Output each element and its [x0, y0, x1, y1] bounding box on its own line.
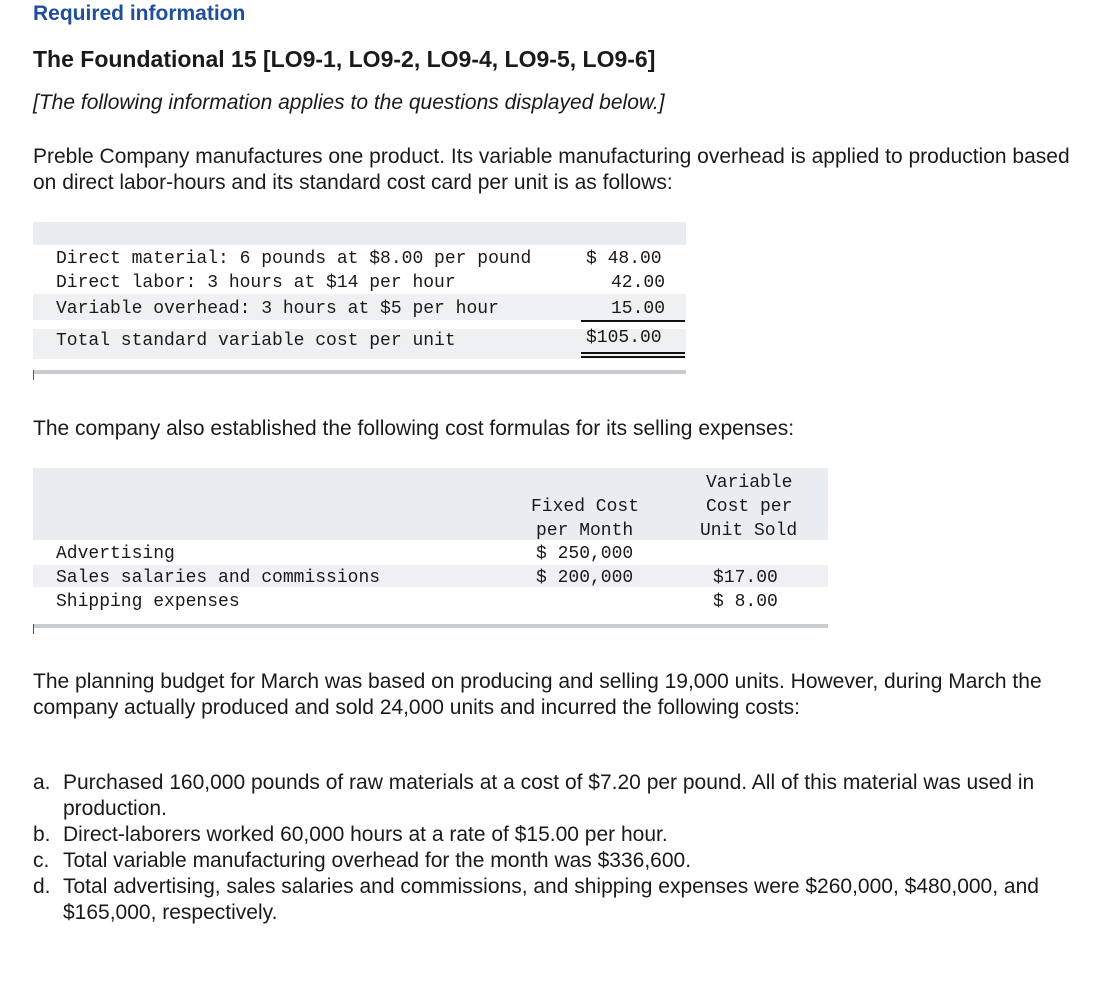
standard-cost-card-table: [33, 222, 686, 380]
total-double-rule-bottom: [581, 356, 685, 358]
table-row-fixed: $ 200,000: [536, 568, 634, 588]
selling-intro-paragraph: The company also established the following cost formulas for its selling expenses:: [33, 417, 795, 440]
list-marker: c.: [33, 849, 50, 872]
table-row-fixed: $ 250,000: [536, 544, 634, 564]
table-row-variable: $17.00: [713, 568, 778, 588]
list-item: [33, 770, 1093, 822]
table-row-label: Direct material: 6 pounds at $8.00 per pound: [56, 249, 532, 269]
list-marker: d.: [33, 875, 51, 898]
budget-paragraph: The planning budget for March was based on producing and selling 19,000 units. However, during March the company actually produced and sold 24,000 units and incurred the following costs:: [33, 670, 1042, 719]
list-item-text: Direct-laborers worked 60,000 hours at a rate of $15.00 per hour.: [63, 823, 668, 846]
variable-cost-header-line3: Unit Sold: [700, 521, 798, 541]
list-item-text: Purchased 160,000 pounds of raw materials at a cost of $7.20 per pound. All of this material was used in production.: [63, 771, 1035, 820]
list-item: [33, 874, 1093, 926]
intro-paragraph: Preble Company manufactures one product. Its variable manufacturing overhead is applied to production based on direct labor-hours and its standard cost card per unit is as follows:: [33, 145, 1070, 194]
variable-cost-header-line1: Variable: [706, 473, 793, 493]
table-row-value: $ 48.00: [586, 249, 662, 269]
table-corner-tick: [33, 370, 34, 380]
list-item: [33, 848, 1093, 874]
required-information-heading: Required information: [33, 2, 246, 25]
table-corner-tick: [33, 624, 34, 634]
table-row-variable: $ 8.00: [713, 592, 778, 612]
table-bottom-border: [33, 370, 686, 374]
table-row-label: Total standard variable cost per unit: [56, 331, 456, 351]
table-row-value: 15.00: [611, 299, 666, 319]
table-row-value: $105.00: [586, 328, 662, 348]
page-title: The Foundational 15 [LO9-1, LO9-2, LO9-4, LO9-5, LO9-6]: [33, 46, 656, 72]
actual-costs-list: [33, 770, 1093, 926]
fixed-cost-header-line2: per Month: [536, 521, 634, 541]
fixed-cost-header-line1: Fixed Cost: [531, 497, 640, 517]
list-marker: a.: [33, 771, 51, 794]
list-marker: b.: [33, 823, 51, 846]
table-row-label: Variable overhead: 3 hours at $5 per hour: [56, 299, 499, 319]
applies-note: [The following information applies to the questions displayed below.]: [33, 91, 665, 114]
table-row-label: Direct labor: 3 hours at $14 per hour: [56, 273, 456, 293]
list-item: [33, 822, 1093, 848]
variable-cost-header-line2: Cost per: [706, 497, 793, 517]
selling-expenses-table: [33, 468, 828, 636]
table-header-band: [33, 222, 686, 245]
total-double-rule-top: [581, 352, 685, 354]
subtotal-rule: [581, 320, 685, 322]
table-row-label: Shipping expenses: [56, 592, 240, 612]
list-item-text: Total variable manufacturing overhead for the month was $336,600.: [63, 849, 692, 872]
table-row-label: Advertising: [56, 544, 175, 564]
list-item-text: Total advertising, sales salaries and commissions, and shipping expenses were $260,000, $480,000, and $165,000, respectively.: [63, 875, 1039, 924]
table-bottom-border: [33, 624, 828, 628]
table-row-label: Sales salaries and commissions: [56, 568, 381, 588]
table-row-value: 42.00: [611, 273, 666, 293]
